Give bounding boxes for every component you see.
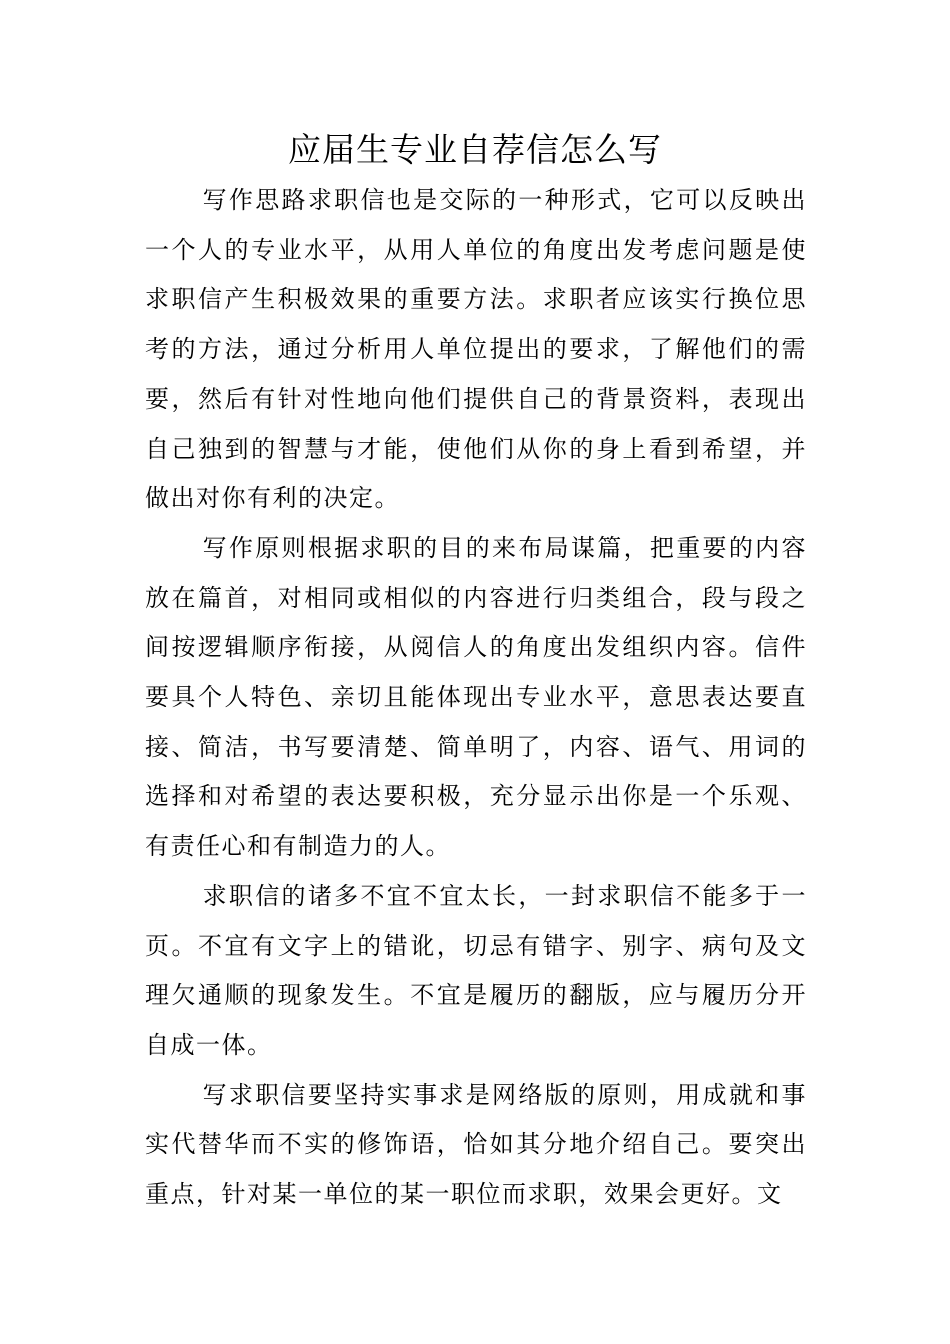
paragraph-be-truthful: 写求职信要坚持实事求是网络版的原则，用成就和事实代替华而不实的修饰语，恰如其分地介绍自己。要突出重点，针对某一单位的某一职位而求职，效果会更好。文 [145,1080,807,1209]
paragraph-writing-approach: 写作思路求职信也是交际的一种形式，它可以反映出一个人的专业水平，从用人单位的角度出发考虑问题是使求职信产生积极效果的重要方法。求职者应该实行换位思考的方法，通过分析用人单位提出的要求，了解他们的需要，然后有针对性地向他们提供自己的背景资料，表现出自己独到的智慧与才能，使他们从你的身上看到希望，并做出对你有利的决定。 [145,186,807,513]
document-body [145,176,807,1220]
document-title: 应届生专业自荐信怎么写 [288,130,662,169]
paragraph-writing-principles: 写作原则根据求职的目的来布局谋篇，把重要的内容放在篇首，对相同或相似的内容进行归类组合，段与段之间按逻辑顺序衔接，从阅信人的角度出发组织内容。信件要具个人特色、亲切且能体现出专业水平，意思表达要直接、简洁，书写要清楚、简单明了，内容、语气、用词的选择和对希望的表达要积极，充分显示出你是一个乐观、有责任心和有制造力的人。 [145,533,807,861]
paragraph-things-to-avoid: 求职信的诸多不宜不宜太长，一封求职信不能多于一页。不宜有文字上的错讹，切忌有错字、别字、病句及文理欠通顺的现象发生。不宜是履历的翻版，应与履历分开自成一体。 [145,881,807,1059]
